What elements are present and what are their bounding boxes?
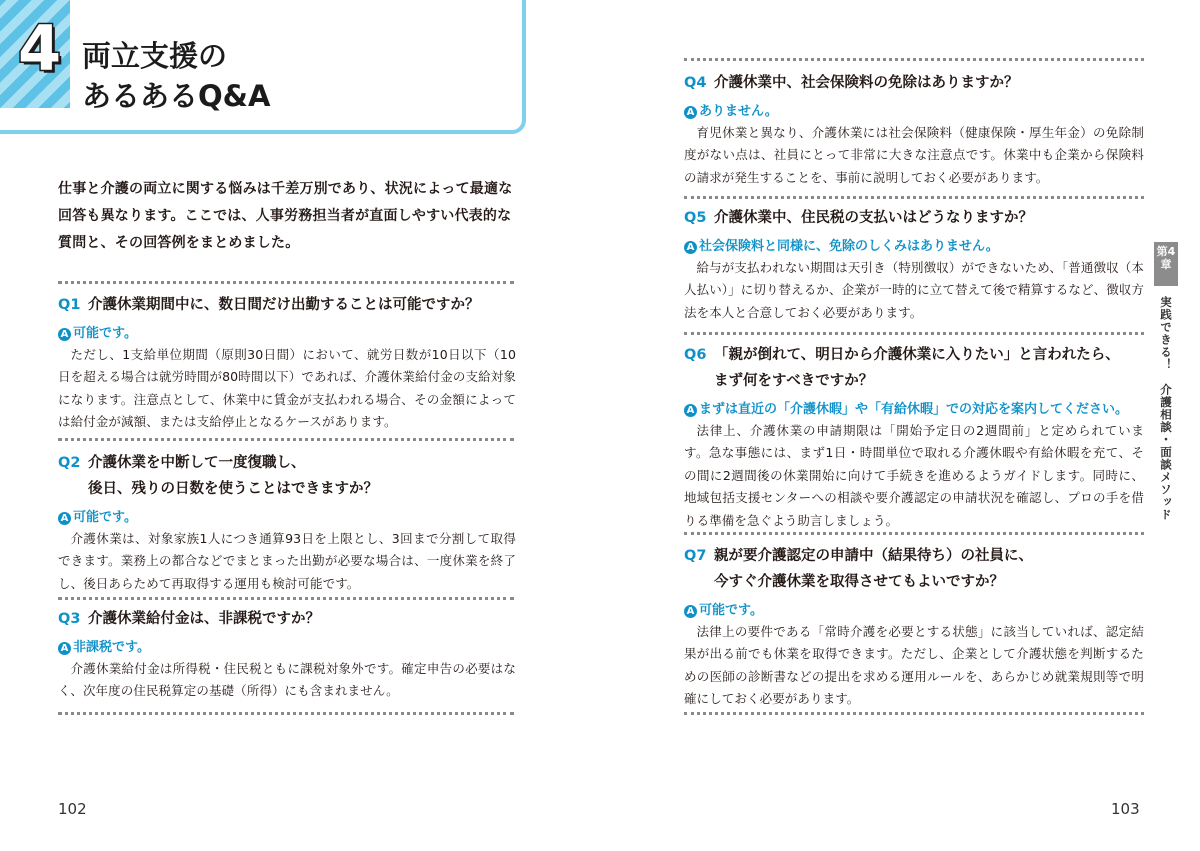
question-text: 親が要介護認定の申請中（結果待ち）の社員に、 今すぐ介護休業を取得させてもよいですか？ <box>714 548 1033 590</box>
section-title: 両立支援の あるあるQ&A <box>82 39 271 113</box>
dotted-divider <box>58 281 514 284</box>
question-text: 介護休業給付金は、非課税ですか？ <box>88 611 320 627</box>
answer-icon: A <box>684 241 697 254</box>
qa-item-q4 <box>684 70 1144 189</box>
dotted-divider <box>684 532 1144 535</box>
answer-body: 育児休業と異なり、介護休業には社会保険料（健康保険・厚生年金）の免除制度がない点は、社員にとって非常に大きな注意点です。休業中も企業から保険料の請求が発生することを、事前に説明しておく必要があります。 <box>684 125 1144 185</box>
answer-icon: A <box>684 106 697 119</box>
answer-icon: A <box>58 512 71 525</box>
dotted-divider <box>684 712 1144 715</box>
page-number: 103 <box>1111 800 1140 818</box>
dotted-divider <box>684 196 1144 199</box>
question-number: Q4 <box>684 75 707 91</box>
qa-item-q1 <box>58 292 516 434</box>
answer-body: 法律上の要件である「常時介護を必要とする状態」に該当していれば、認定結果が出る前でも休業を取得できます。ただし、企業として介護状態を判断するための医師の診断書などの提出を求める運用ルールを、あらかじめ就業規則等で明確にしておく必要があります。 <box>684 624 1144 707</box>
answer-text: 非課税です。 <box>73 640 150 655</box>
qa-item-q6 <box>684 342 1144 532</box>
chapter-tab: 第4章 <box>1154 242 1178 286</box>
answer-icon: A <box>684 404 697 417</box>
question-number: Q2 <box>58 455 81 471</box>
question-number: Q6 <box>684 347 707 363</box>
question-text: 介護休業を中断して一度復職し、 後日、残りの日数を使うことはできますか？ <box>88 455 378 497</box>
intro-paragraph: 仕事と介護の両立に関する悩みは千差万別であり、状況によって最適な回答も異なります。ここでは、人事労務担当者が直面しやすい代表的な質問と、その回答例をまとめました。 <box>58 181 513 251</box>
answer-text: 可能です。 <box>73 510 137 525</box>
dotted-divider <box>684 332 1144 335</box>
answer-body: 給与が支払われない期間は天引き（特別徴収）ができないため、「普通徴収（本人払い）」に切り替えるか、企業が一時的に立て替えて後で精算するなど、徴収方法を本人と合意しておく必要があります。 <box>684 260 1144 320</box>
answer-text: まずは直近の「介護休暇」や「有給休暇」での対応を案内してください。 <box>699 402 1129 417</box>
qa-item-q7 <box>684 543 1144 711</box>
dotted-divider <box>58 712 514 715</box>
dotted-divider <box>58 597 514 600</box>
answer-body: 法律上、介護休業の申請期限は「開始予定日の2週間前」と定められています。急な事態には、まず1日・時間単位で取れる介護休暇や有給休暇を充て、その間に2週間後の休業開始に向けて手続きを進めるようガイドします。同時に、地域包括支援センターへの相談や要介護認定の申請状況を確認し、プロの手を借りる準備を急ぐよう助言しましょう。 <box>684 423 1144 528</box>
section-title-box <box>0 0 526 134</box>
qa-item-q5 <box>684 205 1144 324</box>
dotted-divider <box>684 58 1144 61</box>
qa-item-q3 <box>58 606 516 703</box>
question-text: 介護休業中、住民税の支払いはどうなりますか？ <box>714 210 1033 226</box>
chapter-title: 実践できる！ 介護相談・面談メソッド <box>1159 296 1173 521</box>
answer-body: 介護休業は、対象家族1人につき通算93日を上限とし、3回まで分割して取得できます。業務上の都合などでまとまった出勤が必要な場合は、一度休業を終了し、後日あらためて再取得する運用も検討可能です。 <box>58 531 516 591</box>
answer-text: ありません。 <box>699 104 778 119</box>
answer-icon: A <box>58 642 71 655</box>
answer-text: 可能です。 <box>73 326 137 341</box>
dotted-divider <box>58 438 514 441</box>
question-text: 介護休業中、社会保険料の免除はありますか？ <box>714 75 1019 91</box>
question-number: Q7 <box>684 548 707 564</box>
answer-icon: A <box>684 605 697 618</box>
qa-item-q2 <box>58 450 516 595</box>
answer-body: 介護休業給付金は所得税・住民税ともに課税対象外です。確定申告の必要はなく、次年度の住民税算定の基礎（所得）にも含まれません。 <box>58 661 516 699</box>
question-number: Q5 <box>684 210 707 226</box>
section-number: 4 <box>18 12 62 85</box>
answer-text: 可能です。 <box>699 603 763 618</box>
right-page <box>600 0 1200 851</box>
page-number: 102 <box>58 800 87 818</box>
question-text: 「親が倒れて、明日から介護休業に入りたい」と言われたら、 まず何をすべきですか？ <box>714 347 1120 389</box>
question-number: Q3 <box>58 611 81 627</box>
answer-text: 社会保険料と同様に、免除のしくみはありません。 <box>699 239 999 254</box>
answer-body: ただし、1支給単位期間（原則30日間）において、就労日数が10日以下（10日を超える場合は就労時間が80時間以下）であれば、介護休業給付金の支給対象になります。注意点として、休業中に賃金が支払われる場合、その金額によっては給付金が減額、または支給停止となるケースがあります。 <box>58 347 516 430</box>
question-text: 介護休業期間中に、数日間だけ出勤することは可能ですか？ <box>88 297 480 313</box>
answer-icon: A <box>58 328 71 341</box>
question-number: Q1 <box>58 297 81 313</box>
